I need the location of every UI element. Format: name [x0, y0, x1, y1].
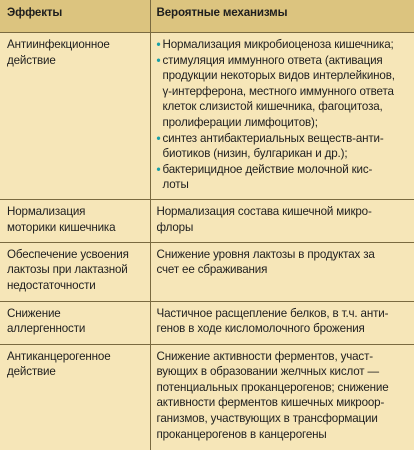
text-line: лактозы при лактазной [7, 263, 128, 277]
effect-cell [0, 242, 150, 301]
table-row [0, 200, 414, 243]
text-line: генов в ходе кисломолочного брожения [156, 322, 365, 336]
text-line: Антиинфекционное [7, 38, 110, 51]
list-item [157, 53, 410, 131]
text-line: биотиков (низин, булгарикан и др.); [162, 147, 348, 161]
text-line: Снижение уровня лактозы в продуктах за [156, 247, 375, 261]
header-row [0, 0, 414, 33]
text-line: Снижение [7, 306, 61, 320]
effect-cell [0, 301, 150, 344]
text-line: бактерицидное действие молочной кис- [162, 162, 373, 176]
text-line: действие [7, 365, 56, 379]
text-line: счет ее сбраживания [156, 263, 268, 277]
text-line: пролиферации лимфоцитов); [162, 115, 318, 129]
effect-cell [0, 33, 150, 200]
text-line: флоры [156, 220, 194, 234]
text-line: Нормализация состава кишечной микро- [156, 205, 372, 218]
bullet-icon: • [156, 38, 161, 51]
mechanism-cell [150, 200, 414, 243]
text-line: моторики кишечника [7, 220, 116, 234]
bullet-icon: • [156, 162, 161, 176]
table-row [0, 33, 414, 200]
list-item [157, 131, 410, 162]
mechanism-list [157, 37, 410, 193]
mechanism-cell [150, 33, 414, 200]
text-line: Нормализация микробиоценоза кишечника; [162, 38, 394, 51]
effect-cell [0, 344, 150, 450]
effect-cell [0, 200, 150, 243]
bullet-icon: • [156, 53, 161, 67]
text-line: Обеспечение усвоения [7, 247, 129, 261]
text-line: Снижение активности ферментов, участ- [156, 349, 373, 363]
header-mechanisms: Вероятные механизмы [150, 0, 414, 33]
text-line: Антиканцерогенное [7, 349, 111, 363]
text-line: вующих в образовании желчных кислот — [156, 365, 379, 379]
header-effects: Эффекты [0, 0, 150, 33]
text-line: γ-интерферона, местного иммунного ответа [162, 84, 394, 98]
text-line: клеток слизистой кишечника, фагоцитоза, [162, 100, 383, 114]
mechanism-cell [150, 344, 414, 450]
bullet-icon: • [156, 131, 161, 145]
list-item [157, 37, 410, 53]
text-line: действие [7, 53, 56, 67]
list-item [157, 162, 410, 193]
text-line: лоты [162, 178, 189, 192]
table-row [0, 242, 414, 301]
text-line: недостаточности [7, 278, 96, 292]
text-line: потенциальных проканцерогенов; снижение [156, 380, 389, 394]
mechanism-cell [150, 242, 414, 301]
text-line: стимуляция иммунного ответа (активация [162, 53, 383, 67]
text-line: Частичное расщепление белков, в т.ч. анти- [156, 306, 389, 320]
table-row [0, 301, 414, 344]
text-line: аллергенности [7, 322, 86, 336]
text-line: проканцерогенов в канцерогены [156, 427, 327, 441]
text-line: продукции некоторых видов интерлейкинов, [162, 69, 395, 83]
table-row [0, 344, 414, 450]
mechanism-cell [150, 301, 414, 344]
text-line: активности ферментов кишечных микроор- [156, 396, 385, 410]
text-line: синтез антибактериальных веществ-анти- [162, 131, 384, 145]
text-line: ганизмов, участвующих в трансформации [156, 411, 378, 425]
text-line: Нормализация [7, 205, 86, 218]
